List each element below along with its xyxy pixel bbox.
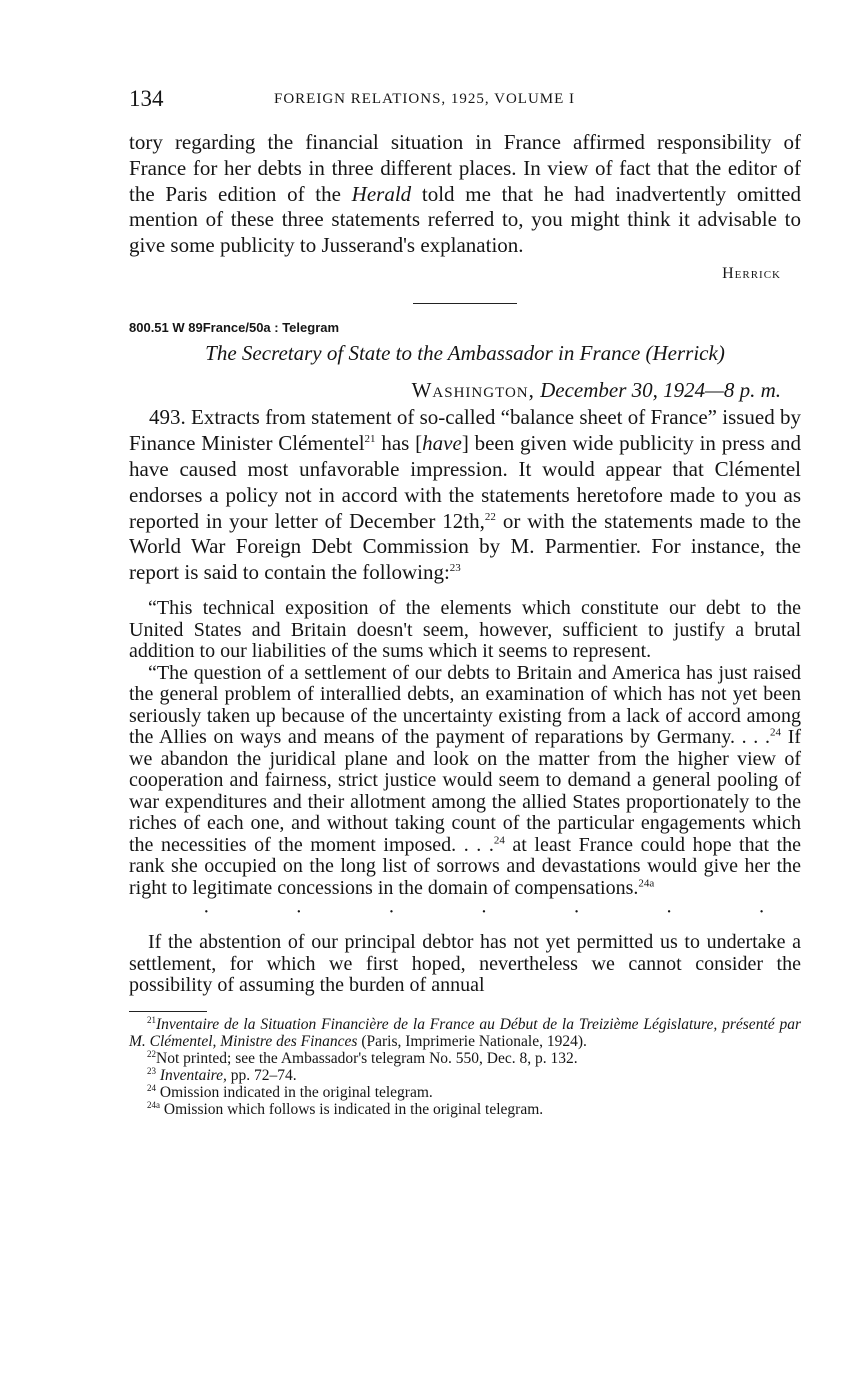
footnote: $^{24}$ Omission indicated in the original telegram. <box>147 1082 433 1102</box>
quoted-paragraph: If the abstention of our principal debtor has not yet permitted us to undertake a settlement, for which we first hoped, nevertheless we cannot consider the possibility of assuming the burden of annual <box>129 931 801 997</box>
page-body <box>129 130 801 1118</box>
footnote: $^{22}$Not printed; see the Ambassador's telegram No. 550, Dec. 8, p. 132. <box>147 1048 578 1068</box>
footnote: $^{23}$ Inventaire, pp. 72–74. <box>147 1065 297 1085</box>
footnote-ref: 24a <box>638 876 655 889</box>
page-header <box>129 86 801 116</box>
page-number: 134 <box>129 86 164 111</box>
quoted-paragraph: “This technical exposition of the elements which constitute our debt to the United States and Britain doesn't seem, however, sufficient to justify a brutal addition to our liabilities of the sums which it seems to represent. <box>129 597 801 663</box>
document-title: The Secretary of State to the Ambassador in France (Herrick) <box>205 341 725 366</box>
footnote-ref: 24 <box>493 833 505 846</box>
file-number: 800.51 W 89France/50a : Telegram <box>129 320 340 336</box>
footnote-ref: 23 <box>449 562 461 575</box>
footnote-ref: 21 <box>364 433 376 446</box>
signature: Herrick <box>722 264 781 282</box>
dateline: Washington, December 30, 1924—8 p. m. <box>411 378 781 403</box>
footnote-ref: 22 <box>484 510 496 523</box>
footnote: $^{21}$Inventaire de la Situation Financière de la France au Début de la Treizième Législature, présenté par M. Clémentel, Ministre des Finances (Paris, Imprimerie Nationale, 1924). <box>129 1014 801 1051</box>
section-divider <box>413 303 517 305</box>
running-head: FOREIGN RELATIONS, 1925, VOLUME I <box>274 91 576 107</box>
quoted-paragraph: “The question of a settlement of our debts to Britain and America has just raised the general problem of interallied debts, an examination of which has not yet been seriously taken up because of the uncertainty existing from a lack of accord among the Allies on ways and means of the payment of reparations by Germany. . . .$^{24}$ If we abandon the juridical plane and look on the matter from the higher view of cooperation and fairness, strict justice would seem to demand a general pooling of war expenditures and their allotment among the allied States proportionately to the riches of each one, and without taking count of the particular engagements which the necessities of the moment imposed. . . .$^{24}$ at least France could hope that the rank she occupied on the long list of sorrows and devastations would give her the right to legitimate concessions in the domain of compensations.$^{24a}$ <box>129 661 802 899</box>
footnote-divider <box>129 1011 207 1013</box>
omission-dots: · · · · · · · <box>203 901 765 924</box>
footnotes <box>129 1016 801 1118</box>
telegram-paragraph: 493. Extracts from statement of so-called “balance sheet of France” issued by Finance Minister Clémentel$^{21}$ has [have] been given wide publicity in press and have caused most unfavorable impression. It would appear that Clémentel endorses a policy not in accord with the statements heretofore made to you as reported in your letter of December 12th,$^{22}$ or with the statements made to the World War Foreign Debt Commission by M. Parmentier. For instance, the report is said to contain the following:$^{23}$ <box>129 405 801 585</box>
footnote-ref: 24 <box>770 726 781 739</box>
footnote: $^{24a}$ Omission which follows is indicated in the original telegram. <box>147 1099 544 1119</box>
continued-paragraph: tory regarding the financial situation in France affirmed responsibility of France for her debts in three different places. In view of fact that the editor of the Paris edition of the Herald told me that he had inadvertently omitted mention of these three statements referred to, you might think it advisable to give some publicity to Jusserand's explanation. <box>129 130 801 258</box>
